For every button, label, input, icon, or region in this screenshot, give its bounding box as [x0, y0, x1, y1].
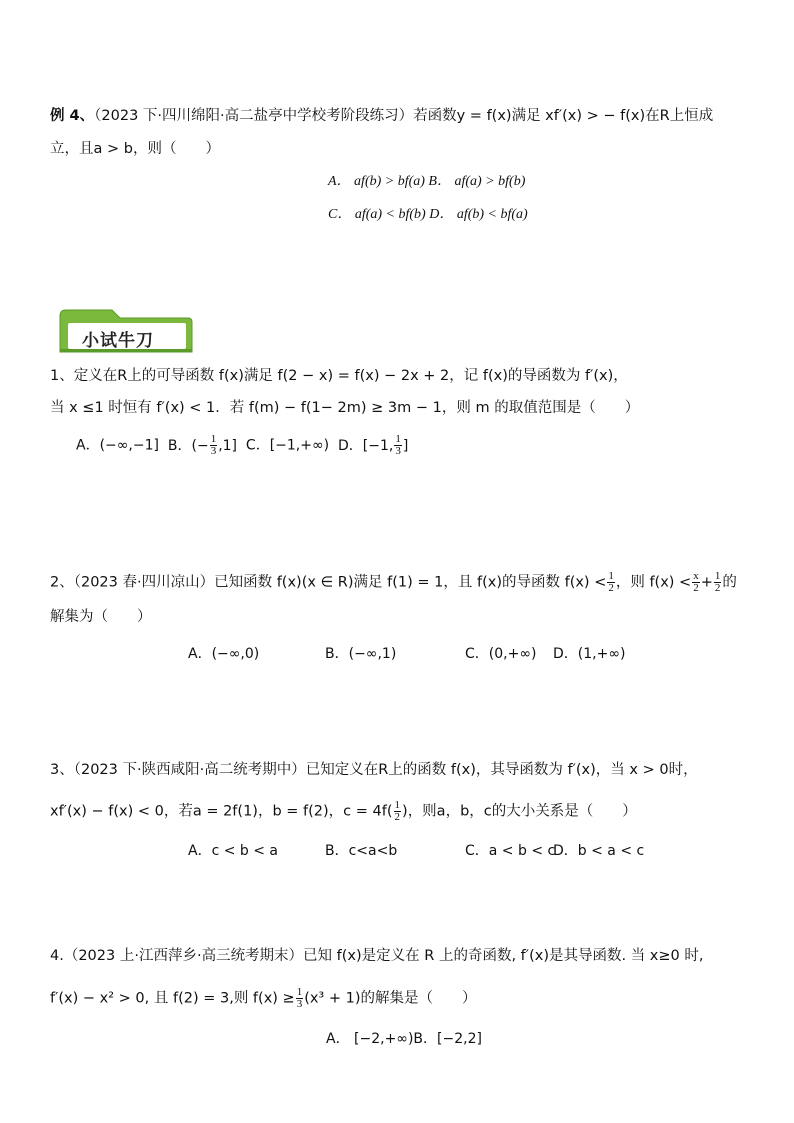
example4-label: 例 4、: [50, 108, 95, 124]
q4-options: A． [−2,+∞)B．[−2,2]: [326, 1031, 482, 1047]
q3-stem-line1: 3、（2023 下·陕西咸阳·高二统考期中）已知定义在R上的函数 f(x)，其导函数为 f′(x)，当 x > 0时，: [50, 762, 698, 778]
q2-option-c: C．(0,+∞): [465, 646, 537, 662]
q1-options: [76, 434, 408, 457]
q4-stem-line2: f′(x) − x² > 0, 且 f(2) = 3,则 f(x) ≥ $\frac{1}{3}$ (x³ + 1)的解集是（ ）: [50, 986, 477, 1010]
q2-option-b: B．(−∞,1): [325, 646, 397, 662]
q4-stem-line1: 4.（2023 上·江西萍乡·高三统考期末）已知 f(x)是定义在 R 上的奇函数, f′(x)是其导函数. 当 x≥0 时,: [50, 948, 704, 964]
q3-option-d: D．b < a < c: [553, 843, 645, 859]
q2-option-d: D．(1,+∞): [553, 646, 626, 662]
section-badge-label: 小试牛刀: [82, 331, 154, 351]
example4-stem-line2: 立，且a > b，则（ ）: [50, 141, 220, 157]
q2-stem-line1: 2、（2023 春·四川凉山）已知函数 f(x)(x ∈ R)满足 f(1) = 1，且 f(x)的导函数 f(x) < $\frac{1}{2}$ ，则 f(x) < $\frac{x}{2}$ + $\frac{1}{2}$ 的: [50, 570, 737, 594]
example4-stem-line1: [50, 106, 713, 126]
q1-option-d: D．[−1, $\frac{1}{3}$ ]: [338, 433, 409, 457]
q2-option-a: A．(−∞,0): [188, 646, 260, 662]
section-badge: [56, 306, 194, 354]
q3-stem-line2: xf′(x) − f(x) < 0，若a = 2f(1)，b = f(2)，c = 4f( $\frac{1}{2}$ )，则a，b，c的大小关系是（ ）: [50, 799, 637, 823]
q2-stem-line2: 解集为（ ）: [50, 609, 152, 625]
q1-stem-line2: 当 x ≤1 时恒有 f′(x) < 1．若 f(m) − f(1− 2m) ≥ 3m − 1，则 m 的取值范围是（ ）: [50, 400, 640, 416]
example4-options-row2: C． af(a) < bf(b) D． af(b) < bf(a): [328, 207, 528, 222]
q1-stem-line1: 1、定义在R上的可导函数 f(x)满足 f(2 − x) = f(x) − 2x + 2，记 f(x)的导函数为 f′(x)，: [50, 368, 628, 384]
q1-option-c: C．[−1,+∞): [245, 437, 330, 454]
example4-stem-text: （2023 下·四川绵阳·高二盐亭中学校考阶段练习）若函数y = f(x)满足 xf′(x) > − f(x)在R上恒成: [94, 108, 714, 124]
q3-option-b: B．c<a<b: [325, 843, 398, 859]
q3-option-c: C．a < b < c: [465, 843, 556, 859]
q1-option-a: A．(−∞,−1]: [76, 437, 159, 454]
q1-option-b: B．(− $\frac{1}{3}$ ,1]: [167, 433, 238, 457]
q3-option-a: A．c < b < a: [188, 843, 279, 859]
example4-options-row1: A． af(b) > bf(a) B． af(a) > bf(b): [328, 174, 526, 189]
